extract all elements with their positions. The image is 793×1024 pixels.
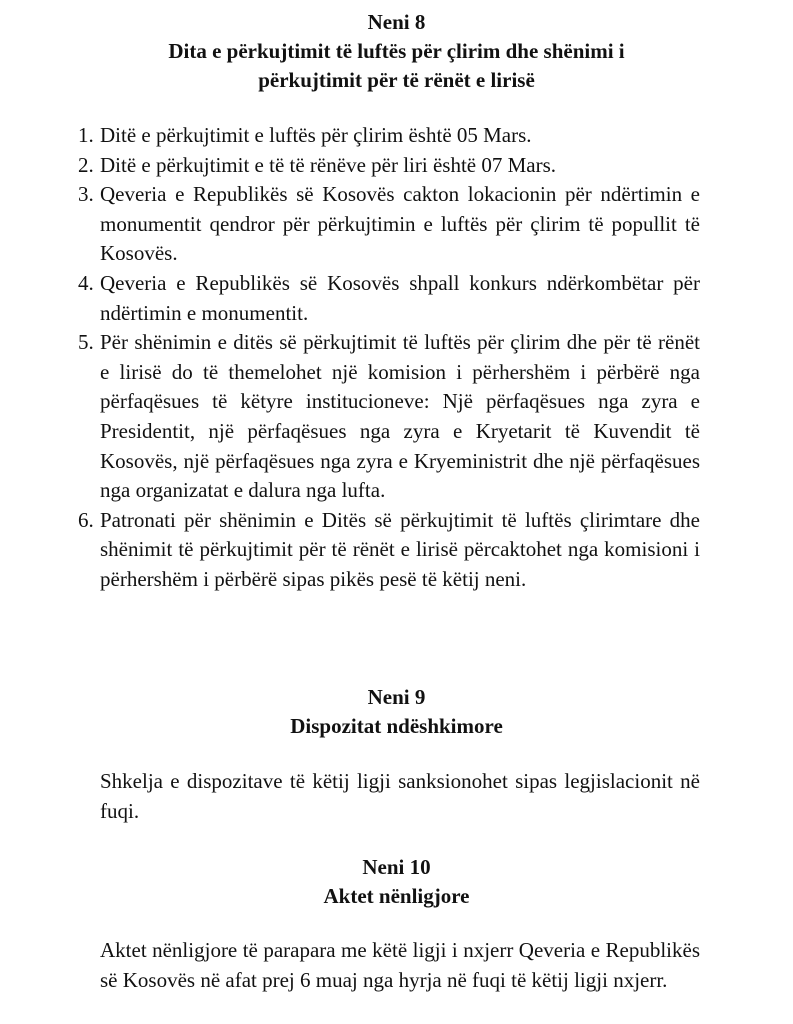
article-9-heading [0, 683, 793, 741]
list-item [78, 506, 700, 595]
item-number: 4. [78, 270, 94, 295]
article-9-paragraph: Shkelja e dispozitave të këtij ligji sanksionohet sipas legjislacionit në fuqi. [100, 769, 700, 823]
list-item [78, 269, 700, 328]
list-item [78, 151, 700, 181]
item-number: 5. [78, 330, 94, 355]
item-text: Ditë e përkujtimit e të të rënëve për liri është 07 Mars. [100, 152, 557, 177]
item-text: Për shënimin e ditës së përkujtimit të luftës për çlirim dhe për të rënët e lirisë do të themelohet një komision i përhershëm i përbërë nga përfaqësues të këtyre institucioneve: Një përfaqësues nga zyra e Presidentit, një përfaqësues nga zyra e Kryetarit të Kuvendit të Kosovës, një përfaqësues nga zyra e Kryeministrit dhe një përfaqësues nga organizatat e dalura nga lufta. [100, 330, 700, 503]
item-number: 1. [78, 123, 94, 147]
article-8-title-line-1: Dita e përkujtimit të luftës për çlirim dhe shënimi i [168, 39, 625, 63]
item-number: 3. [78, 182, 94, 207]
item-number: 6. [78, 507, 94, 532]
article-8-items [78, 121, 700, 595]
article-9-number: Neni 9 [367, 685, 426, 709]
article-9-title: Dispozitat ndëshkimore [290, 714, 503, 738]
article-8-number: Neni 8 [367, 10, 426, 34]
item-text: Patronati për shënimin e Ditës së përkujtimit të luftës çlirimtare dhe shënimit të përkujtimit për të rënët e lirisë përcaktohet nga komisioni i përhershëm i përbërë sipas pikës pesë të këtij neni. [100, 507, 700, 591]
list-item [78, 328, 700, 506]
article-10-title: Aktet nënligjore [323, 884, 470, 908]
item-text: Ditë e përkujtimit e luftës për çlirim është 05 Mars. [100, 123, 532, 147]
item-text: Qeveria e Republikës së Kosovës cakton lokacionin për ndërtimin e monumentit qendror për përkujtimin e luftës për çlirim të popullit të Kosovës. [100, 182, 700, 266]
item-number: 2. [78, 152, 94, 177]
article-10-heading [0, 853, 793, 911]
list-item [78, 121, 700, 151]
article-8-heading [0, 8, 793, 95]
item-text: Qeveria e Republikës së Kosovës shpall konkurs ndërkombëtar për ndërtimin e monumentit. [100, 270, 700, 325]
article-10-paragraph: Aktet nënligjore të parapara me këtë ligji i nxjerr Qeveria e Republikës së Kosovës në afat prej 6 muaj nga hyrja në fuqi të këtij ligji nxjerr. [100, 938, 700, 992]
article-8-title-line-2: përkujtimit për të rënët e lirisë [258, 68, 535, 92]
article-10-number: Neni 10 [362, 855, 431, 879]
list-item [78, 180, 700, 269]
